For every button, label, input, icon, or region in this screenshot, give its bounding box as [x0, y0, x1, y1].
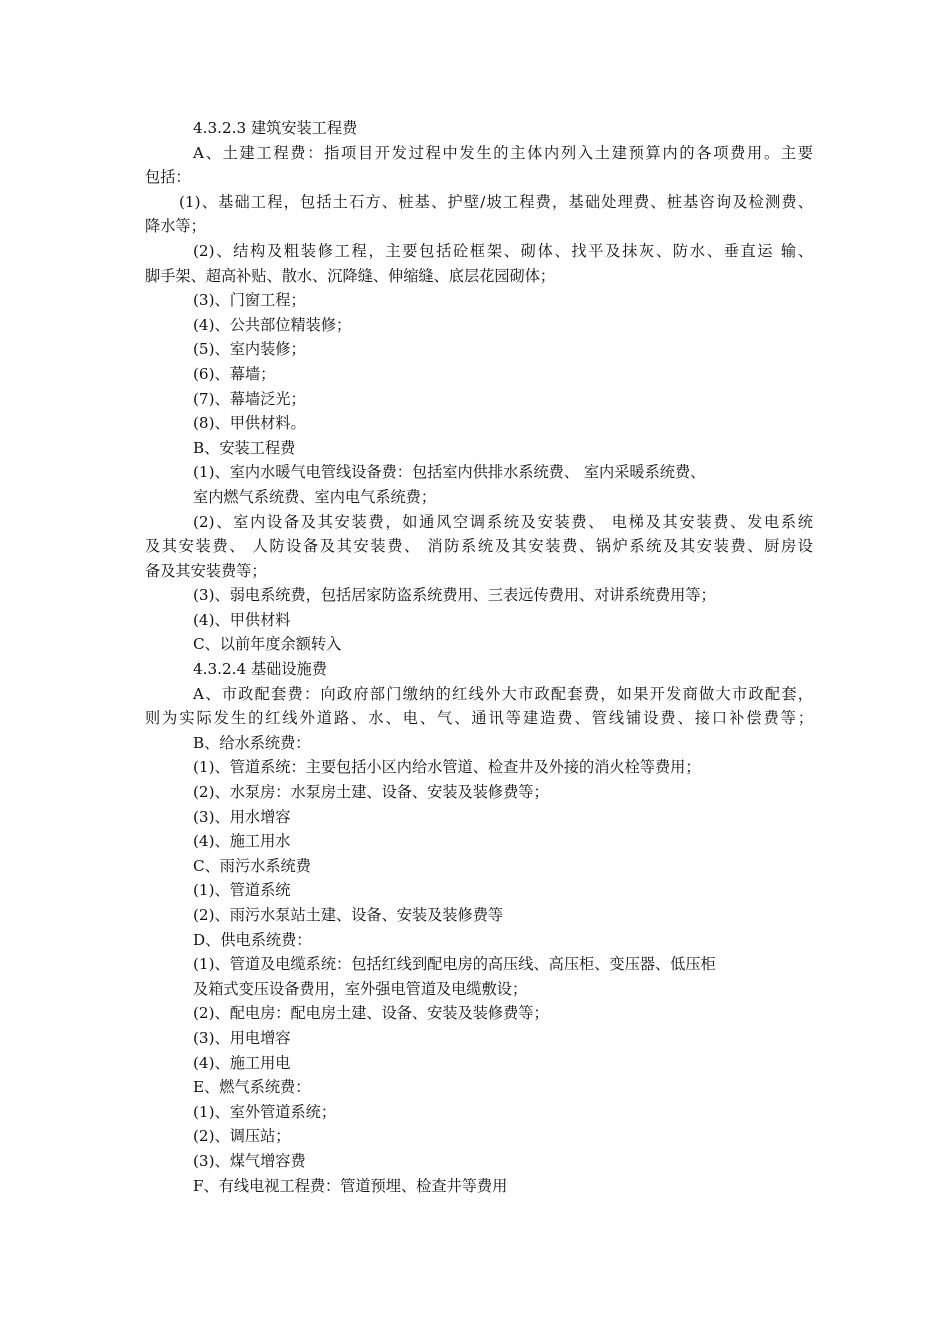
subsection-heading: E、燃气系统费：: [193, 1078, 311, 1097]
list-item: (2)、配电房：配电房土建、设备、安装及装修费等；: [193, 1004, 549, 1023]
section-heading: 4.3.2.3 建筑安装工程费: [193, 119, 358, 137]
paragraph-line: 及箱式变压设备费用，室外强电管道及电缆敷设；: [193, 979, 528, 998]
list-item: (5)、室内装修；: [193, 340, 306, 359]
list-item: (2)、室内设备及其安装费，如通风空调系统及安装费、 电梯及其安装费、发电系统: [193, 512, 813, 531]
list-item: (4)、施工用电: [193, 1053, 291, 1072]
paragraph-line: 包括：: [145, 168, 191, 187]
subsection-heading: C、以前年度余额转入: [193, 635, 342, 654]
list-item: (4)、甲供材料: [193, 610, 291, 629]
list-item: (2)、结构及粗装修工程，主要包括砼框架、砌体、找平及抹灰、防水、垂直运 输、: [193, 241, 813, 260]
list-item: (3)、用电增容: [193, 1028, 291, 1047]
list-item: (4)、公共部位精装修；: [193, 315, 352, 334]
list-item: (1)、基础工程，包括土石方、桩基、护壁/坡工程费，基础处理费、桩基咨询及检测费、: [179, 192, 813, 211]
list-item: (2)、雨污水泵站土建、设备、安装及装修费等: [193, 906, 504, 924]
paragraph-line: 备及其安装费等；: [145, 561, 267, 580]
list-item: (1)、管道系统：主要包括小区内给水管道、检查井及外接的消火栓等费用；: [193, 758, 701, 777]
section-heading: 4.3.2.4 基础设施费: [193, 660, 327, 679]
list-item: (3)、用水增容: [193, 807, 291, 826]
list-item: (7)、幕墙泛光；: [193, 389, 306, 408]
subsection-heading: B、安装工程费: [193, 438, 296, 457]
list-item: (3)、煤气增容费: [193, 1151, 306, 1170]
list-item: (4)、施工用水: [193, 832, 291, 851]
paragraph-line: 降水等；: [145, 217, 206, 236]
paragraph-line: 脚手架、超高补贴、散水、沉降缝、伸缩缝、底层花园砌体；: [145, 266, 556, 285]
list-item: (1)、管道及电缆系统：包括红线到配电房的高压线、高压柜、变压器、低压柜: [193, 955, 716, 974]
list-item: (1)、室内水暖气电管线设备费：包括室内供排水系统费、 室内采暖系统费、: [193, 463, 706, 482]
list-item: (2)、水泵房：水泵房土建、设备、安装及装修费等；: [193, 783, 549, 802]
subsection-heading: B、给水系统费：: [193, 733, 311, 752]
paragraph-line: 及其安装费、 人防设备及其安装费、 消防系统及其安装费、锅炉系统及其安装费、厨房设: [145, 537, 813, 556]
list-item: (6)、幕墙；: [193, 364, 276, 383]
paragraph-line: 则为实际发生的红线外道路、水、电、气、通讯等建造费、管线铺设费、接口补偿费等；: [145, 709, 813, 728]
list-item: (8)、甲供材料。: [193, 414, 306, 433]
paragraph-line: 室内燃气系统费、室内电气系统费；: [193, 487, 436, 506]
subsection-heading: F、有线电视工程费：管道预埋、检查井等费用: [193, 1176, 508, 1195]
list-item: (2)、调压站；: [193, 1127, 291, 1146]
subsection-heading: D、供电系统费：: [193, 930, 312, 949]
list-item: (3)、门窗工程；: [193, 291, 306, 310]
list-item: (1)、室外管道系统；: [193, 1102, 337, 1121]
subsection-heading: C、雨污水系统费: [193, 856, 311, 875]
paragraph-line: A、市政配套费：向政府部门缴纳的红线外大市政配套费，如果开发商做大市政配套，: [193, 684, 813, 703]
document-body: [145, 116, 813, 1198]
list-item: (1)、管道系统: [193, 881, 291, 900]
paragraph-line: A、土建工程费：指项目开发过程中发生的主体内列入土建预算内的各项费用。主要: [193, 143, 813, 162]
list-item: (3)、弱电系统费，包括居家防盗系统费用、三表远传费用、对讲系统费用等；: [193, 586, 716, 605]
